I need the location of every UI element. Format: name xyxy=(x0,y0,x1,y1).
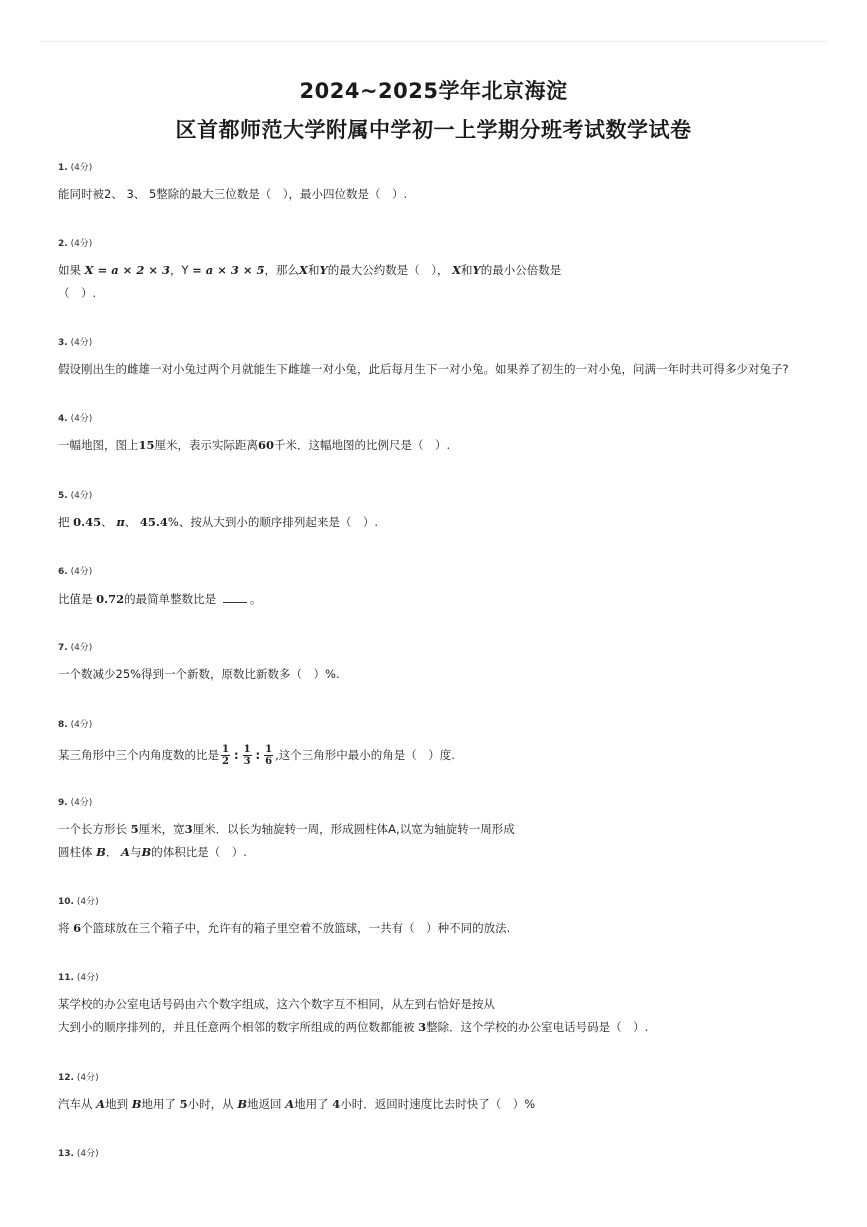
question-5-header: 5. (4分) xyxy=(58,491,93,501)
question-9-text-line1: 一个长方形长 5厘米，宽3厘米．以长为轴旋转一周，形成圆柱体A,以宽为轴旋转一周形成 xyxy=(58,822,515,836)
page-title-line2: 区首都师范大学附属中学初一上学期分班考试数学试卷 xyxy=(175,118,692,142)
page-title-line1: 2024~2025学年北京海淀 xyxy=(299,79,568,103)
question-10-header: 10. (4分) xyxy=(58,897,99,907)
fraction-one-half: $\frac{1}{2}$ xyxy=(222,744,229,767)
question-11-text-line1: 某学校的办公室电话号码由六个数字组成，这六个数字互不相同，从左到右恰好是按从 xyxy=(58,997,495,1011)
question-6-text: 比值是 0.72的最简单整数比是 。 xyxy=(58,592,262,606)
question-2-text: 如果 X = a × 2 × 3，Y = a × 3 × 5，那么X和Y的最大公约数是（ ）， X和Y的最小公倍数是 xyxy=(58,263,562,277)
question-8-header: 8. (4分) xyxy=(58,720,93,730)
question-2-text-line2: （ ）. xyxy=(58,286,97,300)
question-5-text: 把 0.45、 π、 45.4%、按从大到小的顺序排列起来是（ ）. xyxy=(58,515,379,529)
question-11-header: 11. (4分) xyxy=(58,973,99,983)
question-7-header: 7. (4分) xyxy=(58,643,93,653)
question-11-text-line2: 大到小的顺序排列的，并且任意两个相邻的数字所组成的两位数都能被 3整除．这个学校的办公室电话号码是（ ）. xyxy=(58,1020,649,1034)
question-12-text: 汽车从 A地到 B地用了 5小时，从 B地返回 A地用了 4小时．返回时速度比去时快了（ ）% xyxy=(58,1097,536,1111)
question-13-header: 13. (4分) xyxy=(58,1149,99,1159)
question-3-text: 假设刚出生的雌雄一对小兔过两个月就能生下雌雄一对小兔，此后每月生下一对小兔。如果养了初生的一对小兔，问满一年时共可得多少对兔子? xyxy=(58,362,789,376)
question-2-header: 2. (4分) xyxy=(58,239,93,249)
question-10-text: 将 6个篮球放在三个箱子中，允许有的箱子里空着不放篮球，一共有（ ）种不同的放法. xyxy=(58,921,511,935)
question-3-header: 3. (4分) xyxy=(58,338,93,348)
fraction-one-sixth: $\frac{1}{6}$ xyxy=(265,744,273,767)
question-9-text-line2: 圆柱体 B． A与B的体积比是（ ）. xyxy=(58,845,247,859)
question-1-text: 能同时被2、 3、 5整除的最大三位数是（ ），最小四位数是（ ）. xyxy=(58,187,408,201)
question-4-text: 一幅地图，图上15厘米，表示实际距离60千米．这幅地图的比例尺是（ ）. xyxy=(58,438,451,452)
question-9-header: 9. (4分) xyxy=(58,798,93,808)
question-12-header: 12. (4分) xyxy=(58,1073,99,1083)
header-divider xyxy=(40,41,827,42)
question-7-text: 一个数减少25%得到一个新数，原数比新数多（ ）%. xyxy=(58,667,340,681)
question-1-header: 1. (4分) xyxy=(58,163,93,173)
question-4-header: 4. (4分) xyxy=(58,414,93,424)
answer-blank xyxy=(223,592,247,603)
question-6-header: 6. (4分) xyxy=(58,567,93,577)
question-8-text: 某三角形中三个内角度数的比是 $\frac{1}{2}$ : $\frac{1}{3}$ : $\frac{1}{6}$ ,这个三角形中最小的角是（ ）度. xyxy=(58,744,455,767)
fraction-one-third: $\frac{1}{3}$ xyxy=(243,744,251,767)
